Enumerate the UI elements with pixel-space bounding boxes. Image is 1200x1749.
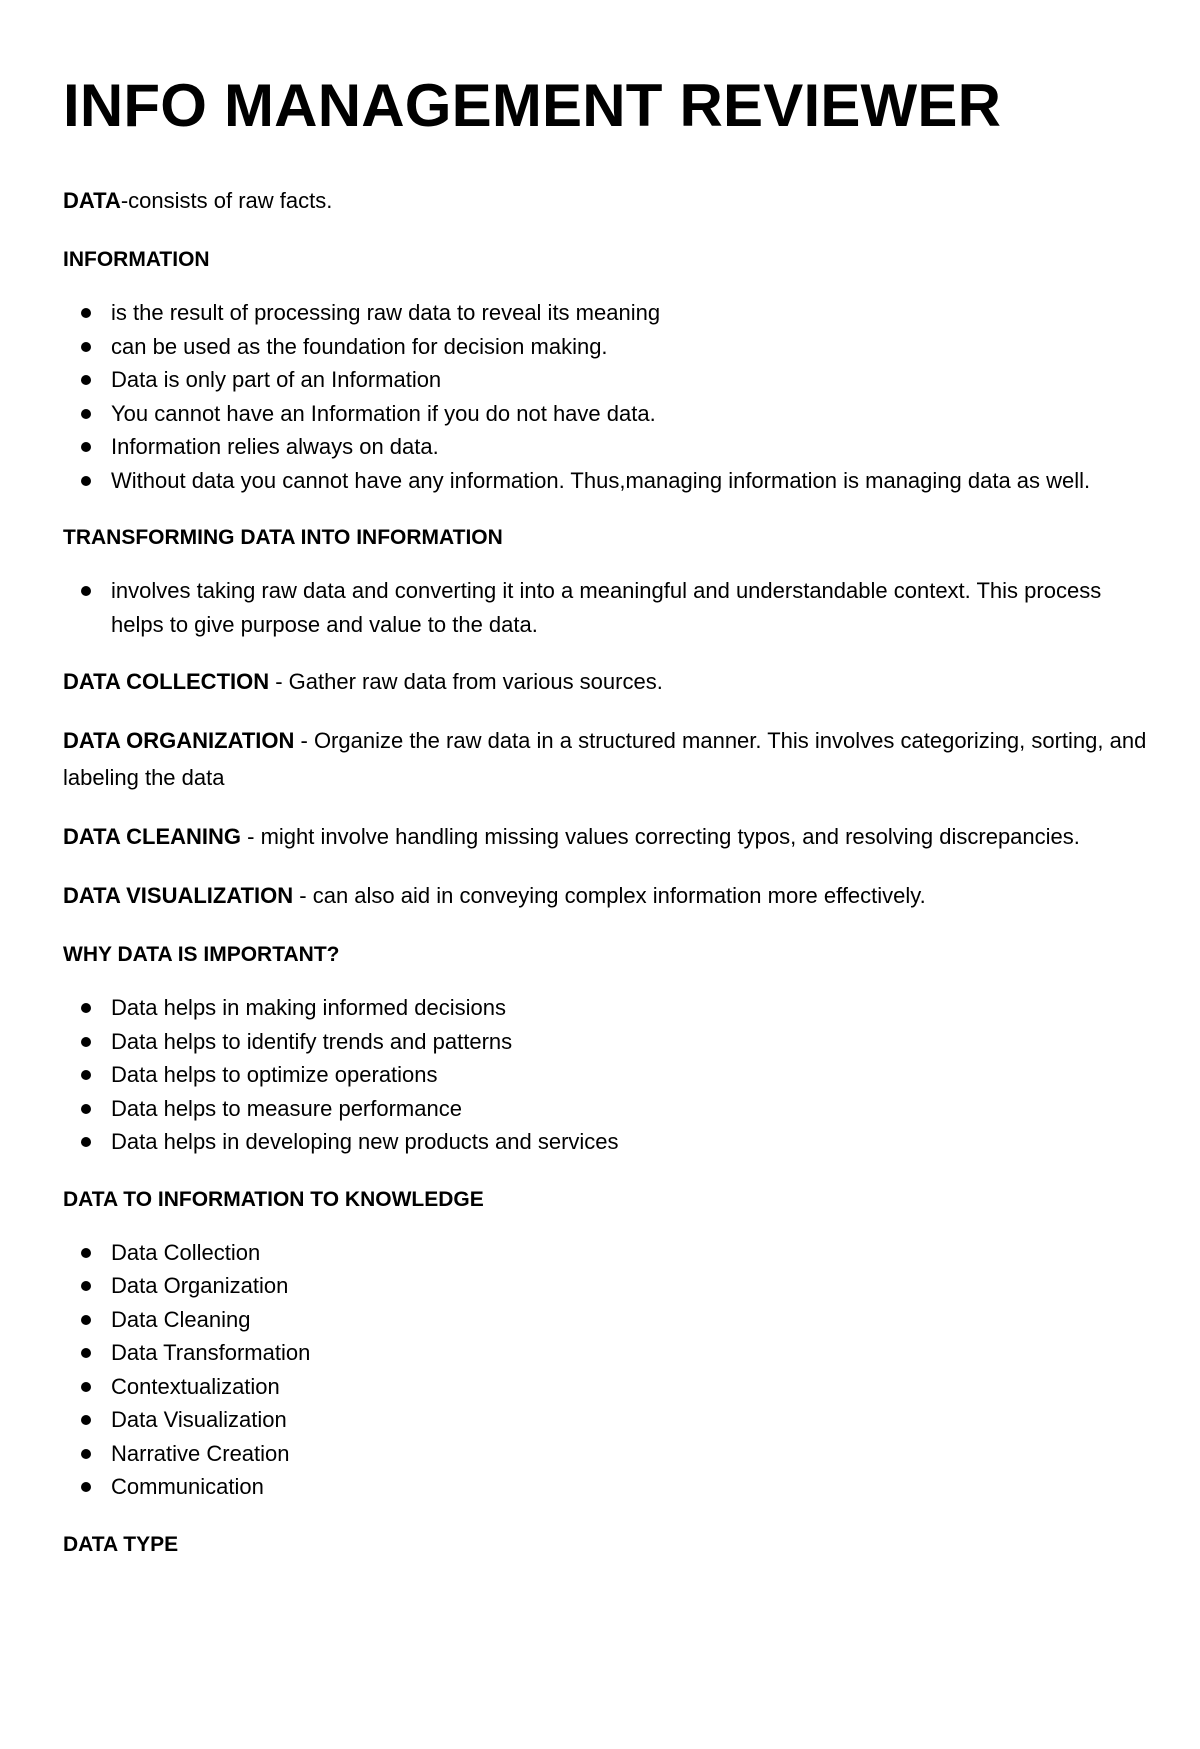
bullet-icon xyxy=(81,442,91,452)
data-visualization-term: DATA VISUALIZATION xyxy=(63,883,294,908)
bullet-icon xyxy=(81,409,91,419)
why-data-heading: WHY DATA IS IMPORTANT? xyxy=(63,943,340,966)
information-heading: INFORMATION xyxy=(63,248,210,271)
data-definition-text: -consists of raw facts. xyxy=(120,188,333,213)
bullet-icon xyxy=(81,1415,91,1425)
list-item: Data is only part of an Information xyxy=(63,363,1153,397)
bullet-icon xyxy=(81,1348,91,1358)
document-page xyxy=(63,64,1153,1585)
list-item: Information relies always on data. xyxy=(63,430,1153,464)
data-term: DATA xyxy=(63,188,121,213)
bullet-icon xyxy=(81,1248,91,1258)
bullet-icon xyxy=(81,1104,91,1114)
list-item: You cannot have an Information if you do not have data. xyxy=(63,397,1153,431)
bullet-icon xyxy=(81,1070,91,1080)
bullet-icon xyxy=(81,1037,91,1047)
data-type-heading: DATA TYPE xyxy=(63,1532,179,1556)
list-item: Communication xyxy=(63,1470,1153,1504)
bullet-icon xyxy=(81,1137,91,1147)
list-item: involves taking raw data and converting it into a meaningful and understandable context. This process helps to give purpose and value to the data. xyxy=(63,574,1153,641)
list-item: Contextualization xyxy=(63,1370,1153,1404)
list-item: Data helps in developing new products and services xyxy=(63,1125,1153,1159)
bullet-icon xyxy=(81,1482,91,1492)
list-item: Data Transformation xyxy=(63,1336,1153,1370)
data-organization-term: DATA ORGANIZATION xyxy=(63,728,295,753)
data-definition xyxy=(63,182,1153,219)
why-data-list xyxy=(63,991,1153,1159)
list-item: Data helps to optimize operations xyxy=(63,1058,1153,1092)
dik-heading: DATA TO INFORMATION TO KNOWLEDGE xyxy=(63,1187,484,1211)
list-item: Data helps in making informed decisions xyxy=(63,991,1153,1025)
data-visualization-definition: DATA VISUALIZATION - can also aid in conveying complex information more effectively. xyxy=(63,883,926,908)
transforming-list xyxy=(63,574,1153,641)
bullet-icon xyxy=(81,1281,91,1291)
bullet-icon xyxy=(81,1382,91,1392)
page-title: INFO MANAGEMENT REVIEWER xyxy=(63,72,1002,139)
data-cleaning-term: DATA CLEANING xyxy=(63,824,242,849)
list-item: Without data you cannot have any information. Thus,managing information is managing data as well. xyxy=(63,464,1153,498)
bullet-icon xyxy=(81,1003,91,1013)
data-cleaning-definition: DATA CLEANING - might involve handling missing values correcting typos, and resolving discrepancies. xyxy=(63,824,1080,849)
bullet-icon xyxy=(81,1315,91,1325)
list-item: Narrative Creation xyxy=(63,1437,1153,1471)
list-item: Data Cleaning xyxy=(63,1303,1153,1337)
list-item: Data Organization xyxy=(63,1269,1153,1303)
transforming-heading: TRANSFORMING DATA INTO INFORMATION xyxy=(63,526,503,549)
list-item: can be used as the foundation for decision making. xyxy=(63,330,1153,364)
list-item: Data helps to measure performance xyxy=(63,1092,1153,1126)
bullet-icon xyxy=(81,586,91,596)
bullet-icon xyxy=(81,1449,91,1459)
dik-list xyxy=(63,1236,1153,1504)
bullet-icon xyxy=(81,476,91,486)
data-collection-term: DATA COLLECTION xyxy=(63,669,270,694)
list-item: Data helps to identify trends and patterns xyxy=(63,1025,1153,1059)
data-collection-definition: DATA COLLECTION - Gather raw data from various sources. xyxy=(63,669,663,694)
information-list xyxy=(63,296,1153,497)
list-item: Data Visualization xyxy=(63,1403,1153,1437)
list-item: is the result of processing raw data to reveal its meaning xyxy=(63,296,1153,330)
bullet-icon xyxy=(81,342,91,352)
data-organization-definition: DATA ORGANIZATION - Organize the raw data in a structured manner. This involves categorizing, sorting, and labeling the data xyxy=(63,728,1147,790)
list-item: Data Collection xyxy=(63,1236,1153,1270)
bullet-icon xyxy=(81,375,91,385)
bullet-icon xyxy=(81,308,91,318)
